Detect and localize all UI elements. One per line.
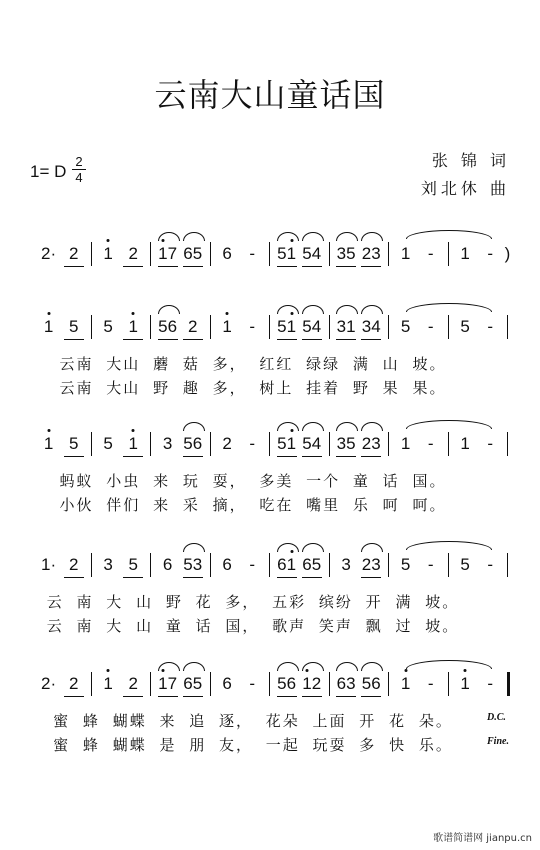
- beam-underline: [302, 456, 322, 457]
- note: 23: [361, 244, 381, 263]
- note: 17: [158, 244, 178, 263]
- song-title: 云南大山童话国: [154, 76, 386, 114]
- beam-underline: [277, 339, 297, 340]
- lyricist-credit: 张 锦 词: [431, 151, 510, 170]
- tie-arc: [406, 420, 493, 429]
- octave-dot: [226, 312, 229, 315]
- score-row: [0, 242, 540, 302]
- beam-underline: [158, 339, 178, 340]
- note: 17: [158, 674, 178, 693]
- beam-underline: [336, 266, 356, 267]
- slur-arc: [302, 232, 324, 241]
- note: 1: [43, 434, 54, 453]
- octave-dot: [404, 669, 407, 672]
- lyric-line: 云 南 大 山 野 花 多， 五彩 缤纷 开 满 坡。: [46, 593, 460, 611]
- note: 1·: [41, 555, 57, 574]
- note: 23: [361, 434, 381, 453]
- note: -: [249, 674, 256, 693]
- note: 54: [302, 434, 322, 453]
- slur-arc: [158, 232, 180, 241]
- beam-underline: [277, 696, 297, 697]
- barline: [269, 242, 270, 266]
- note: 1: [103, 244, 113, 263]
- time-denominator: 4: [75, 170, 83, 185]
- note: 1: [400, 244, 411, 263]
- beam-underline: [302, 266, 322, 267]
- note: 61: [277, 555, 297, 574]
- beam-underline: [123, 339, 143, 340]
- note: -: [249, 434, 256, 453]
- barline: [329, 672, 330, 696]
- lyric-line: 蜜 蜂 蝴蝶 来 追 逐， 花朵 上面 开 花 朵。: [53, 712, 453, 730]
- beam-underline: [277, 456, 297, 457]
- barline: [329, 315, 330, 339]
- note: 2: [128, 674, 138, 693]
- note: -: [249, 317, 256, 336]
- barline: [329, 553, 330, 577]
- note: 2·: [41, 674, 57, 693]
- barline: [91, 432, 92, 456]
- beam-underline: [64, 339, 84, 340]
- beam-underline: [361, 339, 381, 340]
- beam-underline: [302, 696, 322, 697]
- note: 54: [302, 244, 322, 263]
- barline: [150, 315, 151, 339]
- octave-dot: [132, 312, 135, 315]
- barline: [388, 672, 389, 696]
- slur-arc: [277, 662, 299, 671]
- note: 2: [69, 674, 79, 693]
- note: -: [487, 244, 494, 263]
- beam-underline: [302, 577, 322, 578]
- note: 51: [277, 434, 297, 453]
- slur-arc: [336, 422, 358, 431]
- key-signature: 1= D: [30, 162, 67, 181]
- tie-arc: [406, 541, 493, 550]
- barline: [269, 315, 270, 339]
- note: 1: [460, 674, 470, 693]
- barline: [150, 672, 151, 696]
- barline: [91, 672, 92, 696]
- lyric-line: 云南 大山 野 趣 多， 树上 挂着 野 果 果。: [59, 379, 447, 397]
- note: 54: [302, 317, 322, 336]
- note: -: [487, 555, 494, 574]
- note: 34: [361, 317, 381, 336]
- note: 1: [460, 434, 470, 453]
- slur-arc: [183, 543, 205, 552]
- slur-arc: [158, 662, 180, 671]
- note: 31: [336, 317, 356, 336]
- lyric-line: 蚂蚁 小虫 来 玩 耍， 多美 一个 童 话 国。: [59, 472, 447, 490]
- note: 1: [222, 317, 232, 336]
- time-numerator: 2: [75, 154, 83, 169]
- note: 5: [400, 555, 411, 574]
- barline: [388, 242, 389, 266]
- barline: [388, 315, 389, 339]
- slur-arc: [302, 305, 324, 314]
- beam-underline: [361, 577, 381, 578]
- lyric-line: 小伙 伴们 来 采 摘， 吃在 嘴里 乐 呵 呵。: [59, 496, 447, 514]
- octave-dot: [107, 239, 110, 242]
- note: 51: [277, 244, 297, 263]
- octave-dot: [107, 669, 110, 672]
- beam-underline: [183, 577, 203, 578]
- slur-arc: [277, 305, 299, 314]
- barline: [210, 432, 211, 456]
- slur-arc: [361, 305, 383, 314]
- slur-arc: [302, 662, 324, 671]
- composer-credit: 刘北休 曲: [420, 179, 510, 198]
- note: -: [487, 674, 494, 693]
- note: 5: [128, 555, 138, 574]
- slur-arc: [361, 232, 383, 241]
- note: 2·: [41, 244, 57, 263]
- note: 63: [336, 674, 356, 693]
- beam-underline: [336, 696, 356, 697]
- note: 1: [103, 674, 113, 693]
- slur-arc: [361, 662, 383, 671]
- barline: [150, 553, 151, 577]
- note: 3: [341, 555, 351, 574]
- beam-underline: [277, 577, 297, 578]
- beam-underline: [158, 696, 178, 697]
- beam-underline: [158, 266, 178, 267]
- slur-arc: [361, 422, 383, 431]
- barline: [388, 553, 389, 577]
- note: 1: [460, 244, 470, 263]
- note: 3: [162, 434, 173, 453]
- slur-arc: [361, 543, 383, 552]
- slur-arc: [277, 232, 299, 241]
- note: 65: [183, 674, 203, 693]
- note: 56: [183, 434, 203, 453]
- note: 1: [128, 317, 138, 336]
- octave-dot: [47, 429, 50, 432]
- note: -: [427, 434, 434, 453]
- time-signature: [72, 155, 86, 184]
- beam-underline: [183, 339, 203, 340]
- note: -: [487, 317, 494, 336]
- slur-arc: [302, 422, 324, 431]
- note: 2: [222, 434, 232, 453]
- slur-arc: [336, 662, 358, 671]
- barline: [210, 315, 211, 339]
- note: -: [487, 434, 494, 453]
- beam-underline: [183, 266, 203, 267]
- watermark: 歌谱简谱网 jianpu.cn: [433, 833, 532, 844]
- barline: [448, 432, 449, 456]
- barline: [448, 242, 449, 266]
- note: 12: [302, 674, 322, 693]
- note: 35: [336, 244, 356, 263]
- barline: [150, 432, 151, 456]
- slur-arc: [158, 305, 180, 314]
- note: 6: [162, 555, 173, 574]
- beam-underline: [123, 696, 143, 697]
- beam-underline: [336, 339, 356, 340]
- note: 1: [43, 317, 54, 336]
- barline: [269, 672, 270, 696]
- tie-arc: [406, 303, 493, 312]
- note: 56: [361, 674, 381, 693]
- barline: [210, 672, 211, 696]
- note: 3: [103, 555, 113, 574]
- barline: [269, 432, 270, 456]
- note: 1: [400, 674, 411, 693]
- octave-dot: [132, 429, 135, 432]
- note: 6: [222, 244, 232, 263]
- beam-underline: [123, 577, 143, 578]
- barline: [91, 315, 92, 339]
- barline: [448, 672, 449, 696]
- note: ): [504, 244, 511, 263]
- note: 5: [103, 317, 113, 336]
- note: 65: [183, 244, 203, 263]
- tie-arc: [406, 230, 493, 239]
- lyric-line: 蜜 蜂 蝴蝶 是 朋 友， 一起 玩耍 多 快 乐。: [53, 736, 453, 754]
- note: 23: [361, 555, 381, 574]
- beam-underline: [183, 456, 203, 457]
- beam-underline: [64, 266, 84, 267]
- beam-underline: [277, 266, 297, 267]
- note: -: [249, 555, 256, 574]
- octave-dot: [464, 669, 467, 672]
- note: -: [427, 244, 434, 263]
- beam-underline: [123, 266, 143, 267]
- final-barline: [507, 672, 510, 696]
- beam-underline: [64, 696, 84, 697]
- beam-underline: [123, 456, 143, 457]
- octave-dot: [47, 312, 50, 315]
- barline: [150, 242, 151, 266]
- fine-mark: Fine.: [487, 736, 509, 747]
- barline: [448, 315, 449, 339]
- slur-arc: [183, 232, 205, 241]
- note: -: [427, 555, 434, 574]
- beam-underline: [336, 456, 356, 457]
- note: 53: [183, 555, 203, 574]
- note: 6: [222, 555, 232, 574]
- beam-underline: [64, 577, 84, 578]
- barline: [91, 553, 92, 577]
- note: 5: [460, 555, 470, 574]
- note: 5: [69, 434, 79, 453]
- slur-arc: [277, 422, 299, 431]
- note: -: [427, 317, 434, 336]
- barline: [210, 242, 211, 266]
- barline: [388, 432, 389, 456]
- note: 6: [222, 674, 232, 693]
- note: 56: [277, 674, 297, 693]
- barline: [507, 432, 508, 456]
- barline: [210, 553, 211, 577]
- note: -: [249, 244, 256, 263]
- note: 1: [128, 434, 138, 453]
- lyric-line: 云 南 大 山 童 话 国， 歌声 笑声 飘 过 坡。: [46, 617, 460, 635]
- note: 51: [277, 317, 297, 336]
- dc-mark: D.C.: [487, 712, 506, 723]
- note: 65: [302, 555, 322, 574]
- note: 5: [69, 317, 79, 336]
- note: 2: [188, 317, 198, 336]
- barline: [269, 553, 270, 577]
- note: 56: [158, 317, 178, 336]
- note: 2: [69, 244, 79, 263]
- tie-arc: [406, 660, 493, 669]
- note: 35: [336, 434, 356, 453]
- note: 2: [128, 244, 138, 263]
- note: 5: [460, 317, 470, 336]
- slur-arc: [302, 543, 324, 552]
- beam-underline: [64, 456, 84, 457]
- note: -: [427, 674, 434, 693]
- slur-arc: [183, 662, 205, 671]
- barline: [329, 242, 330, 266]
- beam-underline: [183, 696, 203, 697]
- slur-arc: [277, 543, 299, 552]
- slur-arc: [336, 232, 358, 241]
- beam-underline: [361, 696, 381, 697]
- beam-underline: [361, 456, 381, 457]
- slur-arc: [336, 305, 358, 314]
- beam-underline: [302, 339, 322, 340]
- note: 1: [400, 434, 411, 453]
- barline: [507, 315, 508, 339]
- lyric-line: 云南 大山 蘑 菇 多， 红红 绿绿 满 山 坡。: [59, 355, 447, 373]
- barline: [448, 553, 449, 577]
- slur-arc: [183, 422, 205, 431]
- barline: [507, 553, 508, 577]
- note: 2: [69, 555, 79, 574]
- note: 5: [103, 434, 113, 453]
- note: 5: [400, 317, 411, 336]
- beam-underline: [361, 266, 381, 267]
- barline: [329, 432, 330, 456]
- barline: [91, 242, 92, 266]
